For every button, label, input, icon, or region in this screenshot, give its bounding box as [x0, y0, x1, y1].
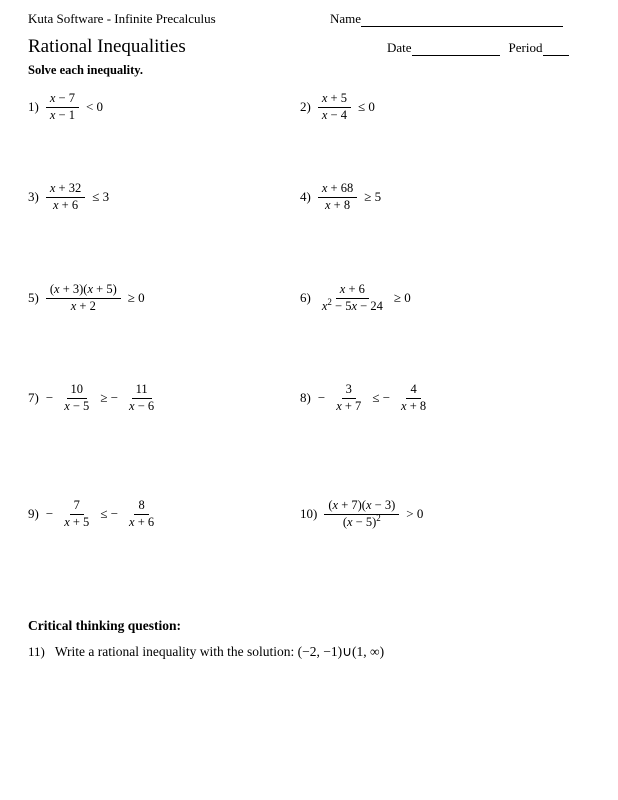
name-label: Name — [330, 11, 362, 26]
fraction — [318, 282, 387, 314]
brand-text: Kuta Software - Infinite Precalculus — [28, 11, 216, 26]
fraction — [125, 498, 158, 530]
math-text: ≤ 3 — [92, 189, 110, 205]
denominator: x + 8 — [401, 398, 427, 413]
denominator: x + 8 — [324, 197, 351, 212]
numerator: x + 6 — [336, 282, 369, 299]
date-label: Date — [387, 40, 412, 55]
numerator: (x + 3)(x + 5) — [46, 282, 121, 299]
denominator: x + 6 — [52, 197, 79, 212]
numerator: 4 — [406, 382, 420, 399]
name-field — [330, 11, 563, 27]
problem-6 — [300, 282, 411, 314]
math-text: > 0 — [406, 506, 424, 522]
denominator: x + 5 — [64, 514, 90, 529]
fraction — [125, 382, 158, 414]
problem-number: 3) — [28, 189, 39, 205]
problem-number: 2) — [300, 99, 311, 115]
period-label: Period — [508, 40, 543, 55]
math-text: ≥ 5 — [364, 189, 382, 205]
fraction — [397, 382, 430, 414]
problem-number: 7) — [28, 390, 39, 406]
problem-9 — [28, 498, 158, 530]
numerator: 7 — [70, 498, 84, 515]
denominator: x + 7 — [336, 398, 362, 413]
problem-3 — [28, 181, 109, 213]
problem-8 — [300, 382, 430, 414]
math-text: < 0 — [85, 99, 104, 115]
math-text: ≤ − — [100, 506, 119, 522]
problem-11 — [28, 644, 384, 660]
fraction — [46, 181, 85, 213]
math-text: ≥ 0 — [393, 290, 411, 306]
problem-7 — [28, 382, 158, 414]
denominator: $x^2 - 5x - 24$ — [321, 296, 383, 313]
problem-number: 6) — [300, 290, 311, 306]
instructions-text: Solve each inequality. — [28, 63, 143, 77]
fraction — [46, 282, 121, 314]
numerator: 8 — [134, 498, 148, 515]
problem-number: 9) — [28, 506, 39, 522]
numerator: x − 7 — [46, 91, 79, 108]
worksheet-title: Rational Inequalities — [28, 36, 186, 57]
numerator: 10 — [67, 382, 88, 399]
fraction — [324, 498, 399, 530]
problem-text: Write a rational inequality with the solution: (−2, −1)∪(1, ∞) — [54, 644, 385, 659]
numerator: x + 32 — [46, 181, 85, 198]
problem-5 — [28, 282, 145, 314]
numerator: (x + 7)(x − 3) — [324, 498, 399, 515]
problem-number: 5) — [28, 290, 39, 306]
math-text: ≤ − — [372, 390, 391, 406]
math-text: ≥ 0 — [127, 290, 145, 306]
problem-2 — [300, 91, 375, 123]
date-blank-line — [412, 41, 500, 56]
math-text: − — [45, 506, 54, 522]
date-period-field — [387, 40, 569, 56]
numerator: x + 5 — [318, 91, 351, 108]
fraction — [318, 91, 351, 123]
critical-thinking-heading: Critical thinking question: — [28, 618, 182, 633]
problem-number: 11) — [28, 644, 45, 659]
problem-number: 4) — [300, 189, 311, 205]
math-text: ≥ − — [100, 390, 119, 406]
math-text: − — [317, 390, 326, 406]
problem-10 — [300, 498, 423, 530]
denominator: x + 6 — [129, 514, 155, 529]
denominator: x + 2 — [70, 298, 96, 313]
period-blank-line — [543, 41, 569, 56]
denominator: x − 1 — [49, 107, 75, 122]
fraction — [60, 382, 93, 414]
problem-number: 10) — [300, 506, 318, 522]
fraction — [60, 498, 93, 530]
numerator: x + 68 — [318, 181, 357, 198]
name-blank-line — [361, 12, 563, 27]
numerator: 3 — [342, 382, 356, 399]
denominator: $(x - 5)^2$ — [342, 512, 381, 529]
fraction — [318, 181, 357, 213]
denominator: x − 5 — [64, 398, 90, 413]
numerator: 11 — [132, 382, 152, 399]
fraction — [46, 91, 79, 123]
fraction — [332, 382, 365, 414]
problem-4 — [300, 181, 381, 213]
math-text: ≤ 0 — [357, 99, 375, 115]
problem-number: 8) — [300, 390, 311, 406]
problem-number: 1) — [28, 99, 39, 115]
math-text: − — [45, 390, 54, 406]
denominator: x − 6 — [129, 398, 155, 413]
denominator: x − 4 — [321, 107, 347, 122]
problem-1 — [28, 91, 103, 123]
